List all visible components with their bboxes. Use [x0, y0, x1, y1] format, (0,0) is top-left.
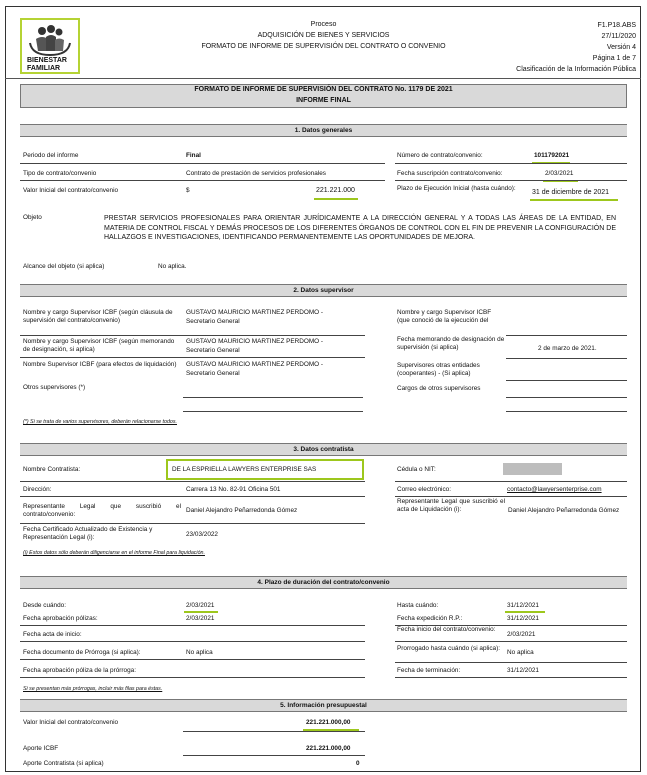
aprob-value: 2/03/2021: [186, 615, 215, 622]
prorrogado-value: No aplica: [507, 649, 534, 656]
memorando-value: 2 de marzo de 2021.: [538, 345, 597, 352]
nombre-divider: [20, 481, 365, 482]
rep-value: Daniel Alejandro Peñarredonda Gómez: [186, 507, 298, 514]
presup-valor-value: 221.221.000,00: [306, 719, 351, 726]
header-title-2: ADQUISICIÓN DE BIENES Y SERVICIOS: [257, 32, 390, 39]
sup-name-1: GUSTAVO MAURICIO MARTINEZ PERDOMO -: [186, 309, 324, 316]
doc-code: F1.P18.ABS: [597, 22, 636, 29]
rep-divider: [20, 523, 365, 524]
sup-divider-2: [20, 357, 365, 358]
aporte-icbf-line: [183, 755, 365, 756]
inicio-divider: [395, 641, 627, 642]
tipo-label: Tipo de contrato/convenio: [23, 170, 97, 177]
sup-name-3: GUSTAVO MAURICIO MARTINEZ PERDOMO -: [186, 361, 324, 368]
doc-title: FORMATO DE INFORME DE SUPERVISIÓN DEL CONTRATO No. 1179 DE 2021: [194, 86, 453, 93]
sup-right-line-1: [506, 335, 627, 336]
presup-valor-label: Valor Inicial del contrato/convenio: [23, 719, 119, 726]
plazo-value: 31 de diciembre de 2021: [532, 189, 610, 196]
valor-value: 221.221.000: [316, 187, 355, 194]
hasta-divider: [395, 625, 627, 626]
doc-date: 27/11/2020: [601, 33, 636, 40]
rep-label: Representante Legal que suscribió el contrato/convenio:: [23, 503, 181, 518]
aporte-contratista-label: Aporte Contratista (si aplica): [23, 760, 104, 767]
aprob-label: Fecha aprobación pólizas:: [23, 615, 98, 622]
plazo-underline: [530, 199, 618, 201]
acta-label: Fecha acta de inicio:: [23, 631, 82, 638]
sup-right-4: Cargos de otros supervisores: [397, 385, 481, 392]
aprob-prorroga-divider: [20, 677, 365, 678]
contratista-note: (i) Estos datos sólo deberán diligenciarse en el informe Final para liquidación.: [23, 550, 205, 556]
header-title-3: FORMATO DE INFORME DE SUPERVISIÓN DEL CONTRATO O CONVENIO: [201, 43, 446, 50]
section-2-header: 2. Datos supervisor: [20, 284, 627, 297]
direccion-divider: [20, 496, 365, 497]
logo-text-line2: FAMILIAR: [27, 65, 61, 72]
sup-label-1: Nombre y cargo Supervisor ICBF (según cláusula de supervisión del contrato/convenio): [23, 309, 173, 324]
sup-label-2: Nombre y cargo Supervisor ICBF (según memorando de designación, si aplica): [23, 338, 175, 353]
desde-underline: [184, 611, 218, 613]
prorrogado-label: Prorrogado hasta cuándo (si aplica):: [397, 645, 501, 652]
prorroga-divider: [20, 659, 365, 660]
fecha-cert-label: Fecha Certificado Actualizado de Existencia y Representación Legal (i):: [23, 526, 153, 541]
hasta-value: 31/12/2021: [507, 602, 539, 609]
plazo-label: Plazo de Ejecución Inicial (hasta cuándo):: [397, 185, 516, 192]
numero-value: 1011792021: [534, 152, 570, 159]
sup-right-3: Supervisores otras entidades (cooperantes) - (Si aplica): [397, 362, 480, 377]
aporte-contratista-value: 0: [356, 760, 360, 767]
logo-text-line1: BIENESTAR: [27, 57, 67, 64]
section-1-header: 1. Datos generales: [20, 124, 627, 137]
nombre-contratista-value: DE LA ESPRIELLA LAWYERS ENTERPRISE SAS: [172, 466, 317, 473]
periodo-divider: [20, 163, 385, 164]
sup-name-2: GUSTAVO MAURICIO MARTINEZ PERDOMO -: [186, 338, 324, 345]
alcance-label: Alcance del objeto (si aplica): [23, 263, 105, 270]
valor-currency: $: [186, 187, 190, 194]
section-5-header: 5. Información presupuestal: [20, 699, 627, 712]
tipo-divider: [20, 180, 385, 181]
inicio-label: Fecha inicio del contrato/convenio:: [397, 626, 496, 633]
inicio-value: 2/03/2021: [507, 631, 536, 638]
header-divider: [5, 78, 641, 79]
otros-line-2: [183, 411, 363, 412]
doc-version: Versión 4: [606, 44, 636, 51]
correo-value: contacto@lawyersenterprise.com: [507, 486, 602, 493]
correo-label: Correo electrónico:: [397, 486, 451, 493]
otros-line-1: [183, 397, 363, 398]
sup-note: (*) Si se trata de varios supervisores, deberán relacionarse todos.: [23, 419, 177, 425]
fecha-susc-label: Fecha suscripción contrato/convenio:: [397, 170, 503, 177]
section-4-header: 4. Plazo de duración del contrato/convenio: [20, 576, 627, 589]
presup-valor-line: [183, 731, 365, 732]
hasta-label: Hasta cuándo:: [397, 602, 439, 609]
sup-label-3: Nombre Supervisor ICBF (para efectos de liquidación): [23, 361, 177, 368]
desde-label: Desde cuándo:: [23, 602, 66, 609]
sup-role-3: Secretario General: [186, 370, 240, 377]
document-frame: [5, 6, 641, 772]
sup-right-line-2: [506, 358, 627, 359]
direccion-value: Carrera 13 No. 82-91 Oficina 501: [186, 486, 281, 493]
exp-value: 31/12/2021: [507, 615, 539, 622]
periodo-value: Final: [186, 152, 201, 159]
alcance-value: No aplica.: [158, 263, 187, 270]
sup-role-1: Secretario General: [186, 318, 240, 325]
sup-label-4: Otros supervisores (*): [23, 384, 86, 391]
plazo-note: Si se presentan más prórrogas, incluir más filas para éstas.: [23, 686, 163, 692]
tipo-value: Contrato de prestación de servicios profesionales: [186, 170, 326, 177]
desde-divider: [20, 625, 365, 626]
sup-right-2: Fecha memorando de designación de supervisión (si aplica): [397, 336, 505, 351]
acta-divider: [20, 641, 365, 642]
prorrogado-divider: [395, 662, 627, 663]
rep-liq-value: Daniel Alejandro Peñarredonda Gómez: [508, 507, 620, 514]
numero-divider: [395, 163, 627, 164]
direccion-label: Dirección:: [23, 486, 52, 493]
aporte-icbf-label: Aporte ICBF: [23, 745, 59, 752]
sup-right-line-4: [506, 397, 627, 398]
cedula-label: Cédula o NIT:: [397, 466, 436, 473]
fecha-susc-value: 2/03/2021: [545, 170, 574, 177]
terminacion-value: 31/12/2021: [507, 667, 539, 674]
hasta-underline: [505, 611, 545, 613]
sup-right-line-3: [506, 380, 627, 381]
periodo-label: Periodo del informe: [23, 152, 79, 159]
family-logo-icon: [22, 23, 78, 57]
valor-label: Valor Inicial del contrato/convenio: [23, 187, 119, 194]
desde-value: 2/03/2021: [186, 602, 215, 609]
doc-classification: Clasificación de la Información Pública: [516, 66, 636, 73]
fecha-susc-divider: [395, 180, 627, 181]
nombre-contratista-label: Nombre Contratista:: [23, 466, 81, 473]
correo-divider: [395, 496, 627, 497]
rep-liq-label: Representante Legal que suscribió el acta de Liquidación (i):: [397, 498, 505, 513]
aprob-prorroga-label: Fecha aprobación póliza de la prórroga:: [23, 667, 136, 674]
terminacion-divider: [395, 677, 627, 678]
objeto-label: Objeto: [23, 214, 42, 221]
exp-label: Fecha expedición R.P.:: [397, 615, 463, 622]
objeto-value: PRESTAR SERVICIOS PROFESIONALES PARA ORIENTAR JURÍDICAMENTE A LA DIRECCIÓN GENERAL Y A TODAS LAS ÁREAS DE LA ENTIDAD, EN MATERIA DE CONTROL FISCAL Y DEMÁS PROCESOS DE LOS DIFERENTES ÓRGANOS DE CONTROL CON EL FIN DE PREVENIR LA CONFIGURACIÓN DE HALLAZGOS E INVESTIGACIONES, IDENTIFICANDO PERMANENTEMENTE LAS OPORTUNIDADES DE MEJORA.: [104, 215, 616, 241]
valor-underline: [314, 198, 358, 200]
terminacion-label: Fecha de terminación:: [397, 667, 461, 674]
numero-label: Número de contrato/convenio:: [397, 152, 483, 159]
sup-divider-1: [20, 335, 365, 336]
doc-page: Página 1 de 7: [592, 55, 636, 62]
aporte-icbf-value: 221.221.000,00: [306, 745, 351, 752]
prorroga-value: No aplica: [186, 649, 213, 656]
header-title-1: Proceso: [310, 21, 337, 28]
sup-right-1: Nombre y cargo Supervisor ICBF (que conoció de la ejecución del: [397, 309, 492, 324]
fecha-cert-value: 23/03/2022: [186, 531, 218, 538]
cedula-redacted: [503, 463, 562, 475]
sup-right-line-5: [506, 411, 627, 412]
section-3-header: 3. Datos contratista: [20, 443, 627, 456]
sup-role-2: Secretario General: [186, 347, 240, 354]
prorroga-label: Fecha documento de Prórroga (si aplica):: [23, 649, 141, 656]
cedula-divider: [395, 481, 627, 482]
doc-subtitle: INFORME FINAL: [296, 97, 351, 104]
